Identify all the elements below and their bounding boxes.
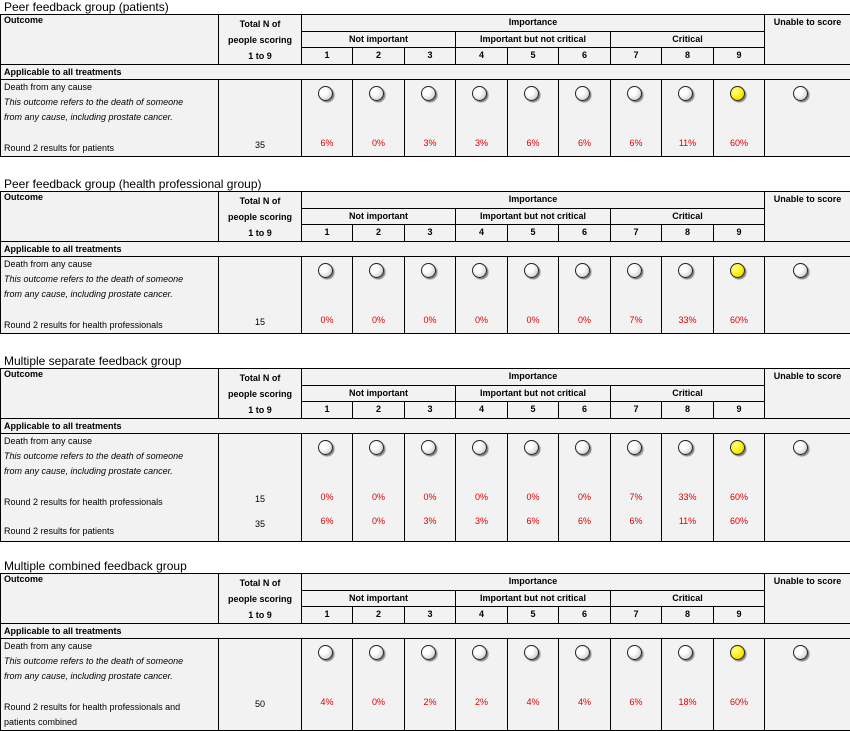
rating-table — [0, 573, 850, 731]
scale-7: 7 — [611, 48, 662, 65]
radio-option-2[interactable] — [369, 440, 384, 455]
radio-option-1[interactable] — [318, 86, 333, 101]
outcome-header: Outcome — [1, 574, 219, 624]
result-n: 35 — [254, 140, 265, 150]
scale-9: 9 — [714, 402, 765, 419]
radio-option-3[interactable] — [421, 645, 436, 660]
scale-2: 2 — [353, 48, 405, 65]
radio-option-2[interactable] — [369, 86, 384, 101]
pct-5: 6% — [526, 138, 540, 148]
scale-8: 8 — [662, 402, 714, 419]
pct-8: 11% — [678, 516, 697, 526]
radio-option-4[interactable] — [472, 263, 487, 278]
section-peer-health-professionals — [0, 177, 850, 334]
pct-7: 6% — [629, 516, 643, 526]
radio-option-1[interactable] — [318, 440, 333, 455]
radio-option-7[interactable] — [627, 263, 642, 278]
pct-3: 0% — [423, 492, 437, 502]
pct-8: 18% — [678, 697, 697, 707]
outcome-row: Death from any cause This outcome refers to the death of someone from any cause, including prostate cancer. Round 2 results for health professionals Round 2 results for patients 15 35 0% 6% 0% 0% 0% 3% 0% 3% 0% 6% 0% 6% 7% 6% 33% 11% 60% 60% — [1, 434, 850, 542]
radio-option-1[interactable] — [318, 263, 333, 278]
pct-9: 60% — [730, 492, 749, 502]
not-important-header: Not important — [302, 590, 456, 607]
total-n-header: Total N of people scoring 1 to 9 — [219, 15, 302, 65]
pct-3: 2% — [423, 697, 437, 707]
result-n: 50 — [254, 699, 265, 709]
scale-4: 4 — [456, 402, 508, 419]
radio-option-7[interactable] — [627, 86, 642, 101]
scale-3: 3 — [405, 225, 456, 242]
pct-1: 6% — [320, 516, 334, 526]
pct-2: 0% — [371, 138, 385, 148]
pct-7: 7% — [629, 492, 643, 502]
unable-header: Unable to score — [765, 15, 850, 65]
total-n-header: Total N of people scoring 1 to 9 — [219, 574, 302, 624]
radio-option-8[interactable] — [678, 263, 693, 278]
scale-8: 8 — [662, 48, 714, 65]
pct-7: 6% — [629, 697, 643, 707]
unable-header: Unable to score — [765, 192, 850, 242]
section-title: Multiple separate feedback group — [4, 354, 182, 368]
radio-unable-to-score[interactable] — [793, 263, 808, 278]
pct-7: 6% — [629, 138, 643, 148]
outcome-row: Death from any cause This outcome refers to the death of someone from any cause, including prostate cancer. Round 2 results for patients 35 6% 0% 3% 3% 6% 6% 6% 11% 60% — [1, 80, 850, 157]
section-peer-patients — [0, 0, 850, 157]
applicable-row: Applicable to all treatments — [1, 419, 850, 434]
important-not-critical-header: Important but not critical — [456, 590, 611, 607]
rating-table — [0, 14, 850, 157]
pct-2: 0% — [371, 492, 385, 502]
radio-option-6[interactable] — [575, 440, 590, 455]
radio-option-4[interactable] — [472, 645, 487, 660]
result-n: 35 — [254, 519, 265, 529]
radio-option-5[interactable] — [524, 263, 539, 278]
radio-option-1[interactable] — [318, 645, 333, 660]
scale-9: 9 — [714, 48, 765, 65]
outcome-title: Death from any cause — [4, 82, 93, 92]
critical-header: Critical — [611, 385, 765, 402]
pct-8: 33% — [678, 492, 697, 502]
rating-table — [0, 368, 850, 542]
result-label-cont: patients combined — [4, 717, 78, 727]
important-not-critical-header: Important but not critical — [456, 385, 611, 402]
scale-1: 1 — [302, 48, 353, 65]
pct-2: 0% — [371, 697, 385, 707]
pct-9: 60% — [730, 516, 749, 526]
outcome-desc: This outcome refers to the death of someone — [4, 656, 184, 666]
scale-3: 3 — [405, 607, 456, 624]
result-n: 15 — [254, 494, 265, 504]
section-multiple-separate — [0, 354, 850, 542]
pct-1: 0% — [320, 315, 334, 325]
radio-unable-to-score[interactable] — [793, 440, 808, 455]
pct-3: 0% — [423, 315, 437, 325]
scale-3: 3 — [405, 48, 456, 65]
pct-3: 3% — [423, 516, 437, 526]
radio-option-3[interactable] — [421, 263, 436, 278]
radio-option-8[interactable] — [678, 440, 693, 455]
radio-unable-to-score[interactable] — [793, 645, 808, 660]
applicable-row: Applicable to all treatments — [1, 65, 850, 80]
pct-9: 60% — [730, 315, 749, 325]
total-n-header: Total N of people scoring 1 to 9 — [219, 369, 302, 419]
pct-6: 0% — [577, 492, 591, 502]
result-label: Round 2 results for patients — [4, 526, 115, 536]
section-title: Multiple combined feedback group — [4, 559, 187, 573]
radio-option-6[interactable] — [575, 645, 590, 660]
result-label: Round 2 results for patients — [4, 143, 115, 153]
pct-6: 0% — [577, 315, 591, 325]
result-label: Round 2 results for health professionals — [4, 497, 163, 507]
scale-5: 5 — [508, 402, 559, 419]
outcome-header: Outcome — [1, 369, 219, 419]
radio-option-3[interactable] — [421, 86, 436, 101]
radio-option-9[interactable] — [730, 645, 745, 660]
pct-4: 0% — [474, 315, 488, 325]
pct-5: 6% — [526, 516, 540, 526]
pct-7: 7% — [629, 315, 643, 325]
radio-option-4[interactable] — [472, 86, 487, 101]
pct-3: 3% — [423, 138, 437, 148]
not-important-header: Not important — [302, 208, 456, 225]
radio-option-8[interactable] — [678, 645, 693, 660]
radio-option-7[interactable] — [627, 645, 642, 660]
important-not-critical-header: Important but not critical — [456, 208, 611, 225]
pct-4: 2% — [474, 697, 488, 707]
scale-7: 7 — [611, 225, 662, 242]
pct-6: 4% — [577, 697, 591, 707]
unable-header: Unable to score — [765, 574, 850, 624]
unable-header: Unable to score — [765, 369, 850, 419]
critical-header: Critical — [611, 208, 765, 225]
scale-1: 1 — [302, 402, 353, 419]
scale-1: 1 — [302, 607, 353, 624]
pct-1: 6% — [320, 138, 334, 148]
section-title: Peer feedback group (health professional group) — [4, 177, 262, 191]
pct-8: 33% — [678, 315, 697, 325]
pct-6: 6% — [577, 516, 591, 526]
pct-6: 6% — [577, 138, 591, 148]
importance-header: Importance — [302, 15, 765, 32]
radio-unable-to-score[interactable] — [793, 86, 808, 101]
section-multiple-combined — [0, 559, 850, 731]
scale-8: 8 — [662, 607, 714, 624]
outcome-row: Death from any cause This outcome refers to the death of someone from any cause, including prostate cancer. Round 2 results for health professionals 15 0% 0% 0% 0% 0% 0% 7% 33% 60% — [1, 257, 850, 334]
outcome-title: Death from any cause — [4, 436, 93, 446]
critical-header: Critical — [611, 590, 765, 607]
outcome-row: Death from any cause This outcome refers to the death of someone from any cause, including prostate cancer. Round 2 results for health professionals and patients combined 50 4% 0% 2% 2% 4% 4% 6% 18% 60% — [1, 639, 850, 731]
outcome-desc: This outcome refers to the death of someone — [4, 97, 184, 107]
radio-option-5[interactable] — [524, 645, 539, 660]
pct-9: 60% — [730, 138, 749, 148]
scale-6: 6 — [559, 607, 611, 624]
pct-5: 0% — [526, 492, 540, 502]
pct-5: 4% — [526, 697, 540, 707]
not-important-header: Not important — [302, 385, 456, 402]
section-title: Peer feedback group (patients) — [4, 0, 169, 14]
pct-9: 60% — [730, 697, 749, 707]
important-not-critical-header: Important but not critical — [456, 31, 611, 48]
importance-header: Importance — [302, 369, 765, 386]
importance-header: Importance — [302, 192, 765, 209]
outcome-title: Death from any cause — [4, 259, 93, 269]
scale-3: 3 — [405, 402, 456, 419]
scale-9: 9 — [714, 225, 765, 242]
radio-option-7[interactable] — [627, 440, 642, 455]
scale-5: 5 — [508, 607, 559, 624]
outcome-desc: This outcome refers to the death of someone — [4, 274, 184, 284]
pct-4: 3% — [474, 138, 488, 148]
pct-2: 0% — [371, 516, 385, 526]
scale-6: 6 — [559, 402, 611, 419]
result-n: 15 — [254, 317, 265, 327]
scale-1: 1 — [302, 225, 353, 242]
radio-option-9[interactable] — [730, 263, 745, 278]
pct-1: 0% — [320, 492, 334, 502]
radio-option-4[interactable] — [472, 440, 487, 455]
scale-2: 2 — [353, 225, 405, 242]
scale-5: 5 — [508, 225, 559, 242]
radio-option-6[interactable] — [575, 86, 590, 101]
applicable-row: Applicable to all treatments — [1, 242, 850, 257]
radio-option-2[interactable] — [369, 263, 384, 278]
rating-table — [0, 191, 850, 334]
pct-4: 3% — [474, 516, 488, 526]
radio-option-8[interactable] — [678, 86, 693, 101]
scale-4: 4 — [456, 48, 508, 65]
scale-6: 6 — [559, 225, 611, 242]
radio-option-5[interactable] — [524, 86, 539, 101]
pct-8: 11% — [678, 138, 697, 148]
not-important-header: Not important — [302, 31, 456, 48]
total-n-header: Total N of people scoring 1 to 9 — [219, 192, 302, 242]
scale-5: 5 — [508, 48, 559, 65]
outcome-header: Outcome — [1, 192, 219, 242]
pct-2: 0% — [371, 315, 385, 325]
scale-8: 8 — [662, 225, 714, 242]
scale-2: 2 — [353, 402, 405, 419]
pct-5: 0% — [526, 315, 540, 325]
scale-6: 6 — [559, 48, 611, 65]
scale-4: 4 — [456, 225, 508, 242]
scale-7: 7 — [611, 607, 662, 624]
critical-header: Critical — [611, 31, 765, 48]
radio-option-2[interactable] — [369, 645, 384, 660]
outcome-desc: This outcome refers to the death of someone — [4, 451, 184, 461]
radio-option-6[interactable] — [575, 263, 590, 278]
scale-2: 2 — [353, 607, 405, 624]
outcome-header: Outcome — [1, 15, 219, 65]
applicable-row: Applicable to all treatments — [1, 624, 850, 639]
importance-header: Importance — [302, 574, 765, 591]
pct-4: 0% — [474, 492, 488, 502]
scale-9: 9 — [714, 607, 765, 624]
pct-1: 4% — [320, 697, 334, 707]
outcome-title: Death from any cause — [4, 641, 93, 651]
scale-7: 7 — [611, 402, 662, 419]
result-label: Round 2 results for health professionals — [4, 320, 163, 330]
radio-option-9[interactable] — [730, 86, 745, 101]
radio-option-5[interactable] — [524, 440, 539, 455]
scale-4: 4 — [456, 607, 508, 624]
result-label: Round 2 results for health professionals and — [4, 702, 181, 712]
radio-option-3[interactable] — [421, 440, 436, 455]
radio-option-9[interactable] — [730, 440, 745, 455]
